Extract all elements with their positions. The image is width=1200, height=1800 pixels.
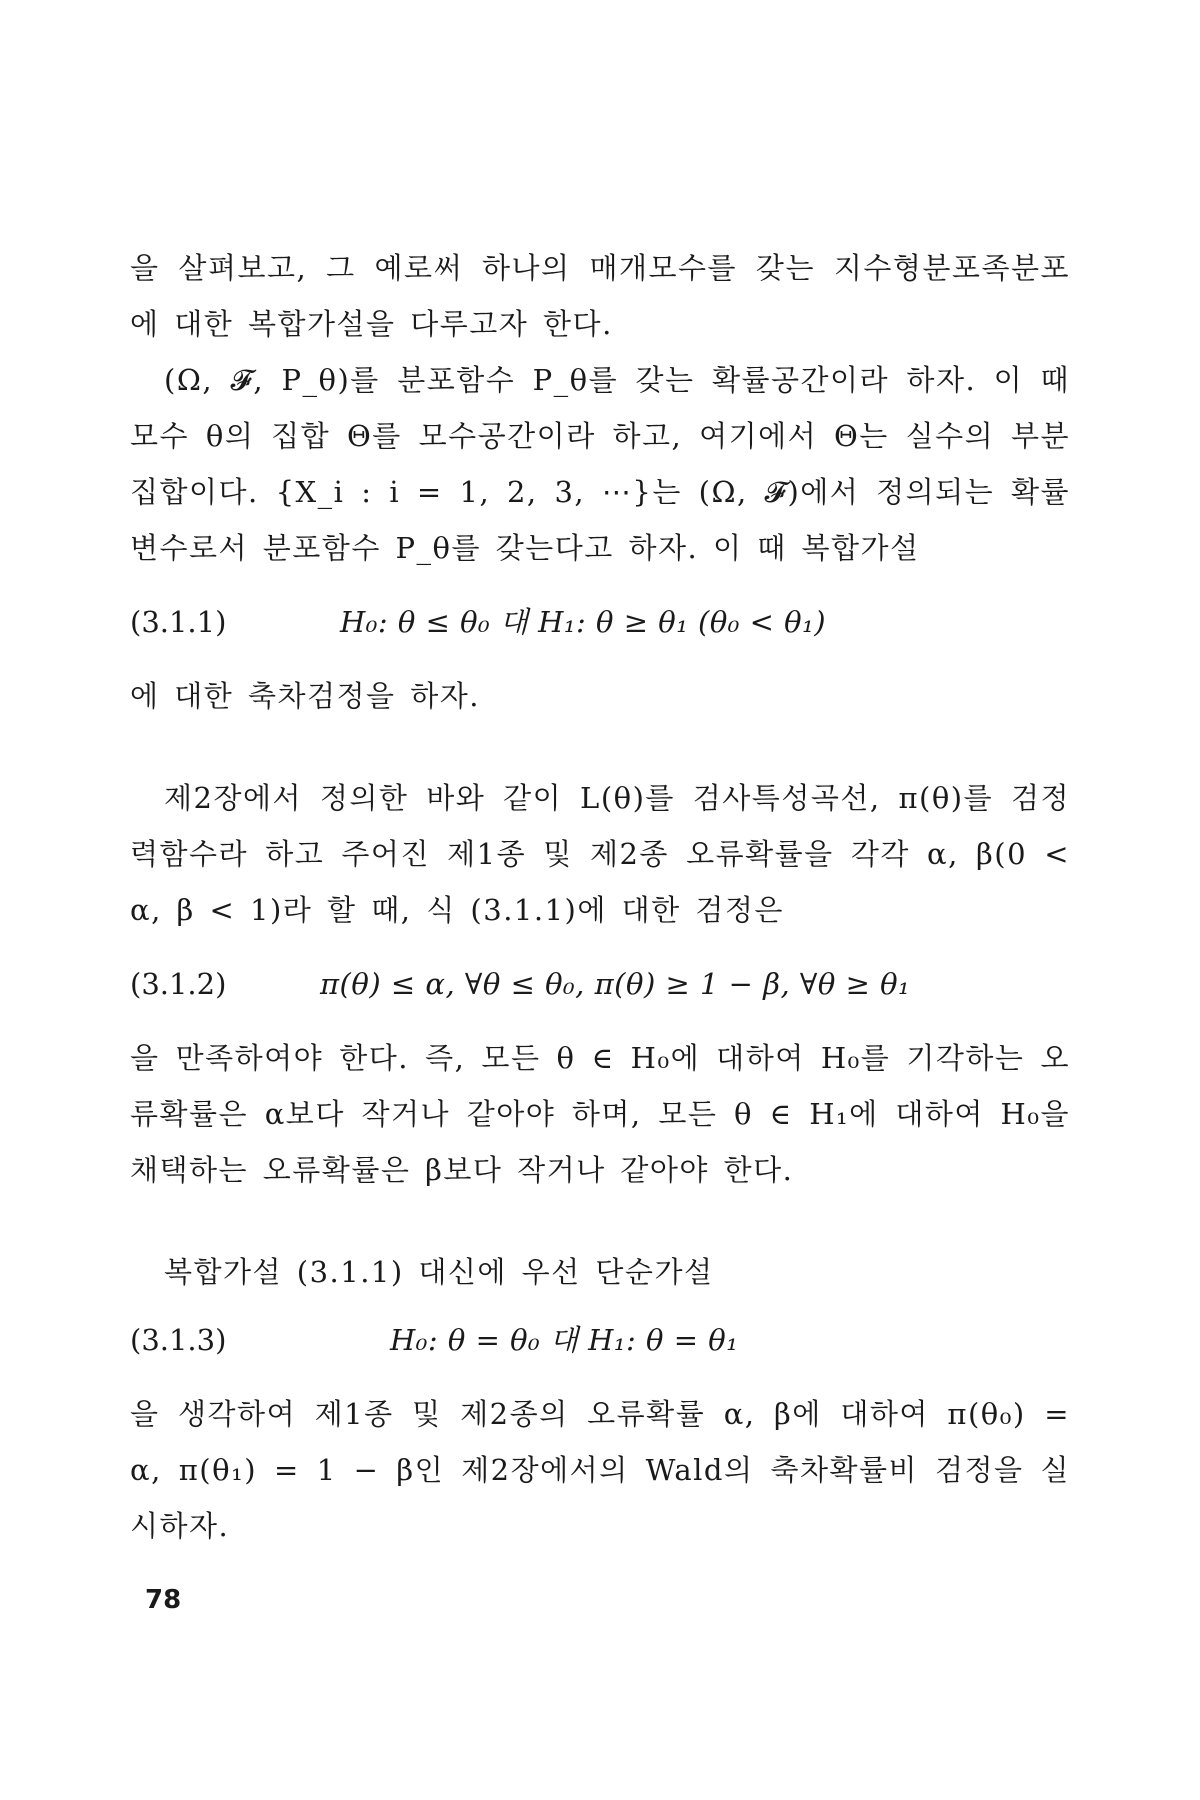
equation-number: (3.1.1) (130, 605, 227, 639)
paragraph-7: 을 생각하여 제1종 및 제2종의 오류확률 α, β에 대하여 π(θ₀) = α, π(θ₁) = 1 − β인 제2장에서의 Wald의 축차확률비 검정을 실시하자. (130, 1397, 1070, 1543)
equation-3-1-2 (130, 956, 1070, 1012)
equation-3-1-3 (130, 1312, 1070, 1368)
paragraph-4: 제2장에서 정의한 바와 같이 L(θ)를 검사특성곡선, π(θ)를 검정력함수라 하고 주어진 제1종 및 제2종 오류확률을 각각 α, β(0 < α, β < 1)라 할 때, 식 (3.1.1)에 대한 검정은 (130, 781, 1070, 927)
paragraph-6: 복합가설 (3.1.1) 대신에 우선 단순가설 (164, 1255, 714, 1289)
equation-body: H₀: θ = θ₀ 대 H₁: θ = θ₁ (390, 1323, 739, 1357)
equation-number: (3.1.3) (130, 1323, 227, 1357)
equation-body: π(θ) ≤ α, ∀θ ≤ θ₀, π(θ) ≥ 1 − β, ∀θ ≥ θ₁ (320, 967, 911, 1001)
paragraph-3: 에 대한 축차검정을 하자. (130, 679, 481, 713)
paragraph-5: 을 만족하여야 한다. 즉, 모든 θ ∈ H₀에 대하여 H₀를 기각하는 오류확률은 α보다 작거나 같아야 하며, 모든 θ ∈ H₁에 대하여 H₀을 채택하는 오류확률은 β보다 작거나 같아야 한다. (130, 1041, 1070, 1187)
page-number: 78 (145, 1585, 182, 1615)
equation-3-1-1 (130, 594, 1070, 650)
paragraph-1: 을 살펴보고, 그 예로써 하나의 매개모수를 갖는 지수형분포족분포에 대한 복합가설을 다루고자 한다. (130, 251, 1070, 341)
equation-body: H₀: θ ≤ θ₀ 대 H₁: θ ≥ θ₁ (θ₀ < θ₁) (340, 605, 827, 639)
text-column (130, 240, 1070, 1554)
paragraph-2: (Ω, 𝓕, P_θ)를 분포함수 P_θ를 갖는 확률공간이라 하자. 이 때 모수 θ의 집합 Θ를 모수공간이라 하고, 여기에서 Θ는 실수의 부분집합이다. {X_i : i = 1, 2, 3, ⋯}는 (Ω, 𝓕)에서 정의되는 확률변수로서 분포함수 P_θ를 갖는다고 하자. 이 때 복합가설 (130, 363, 1070, 565)
equation-number: (3.1.2) (130, 967, 227, 1001)
